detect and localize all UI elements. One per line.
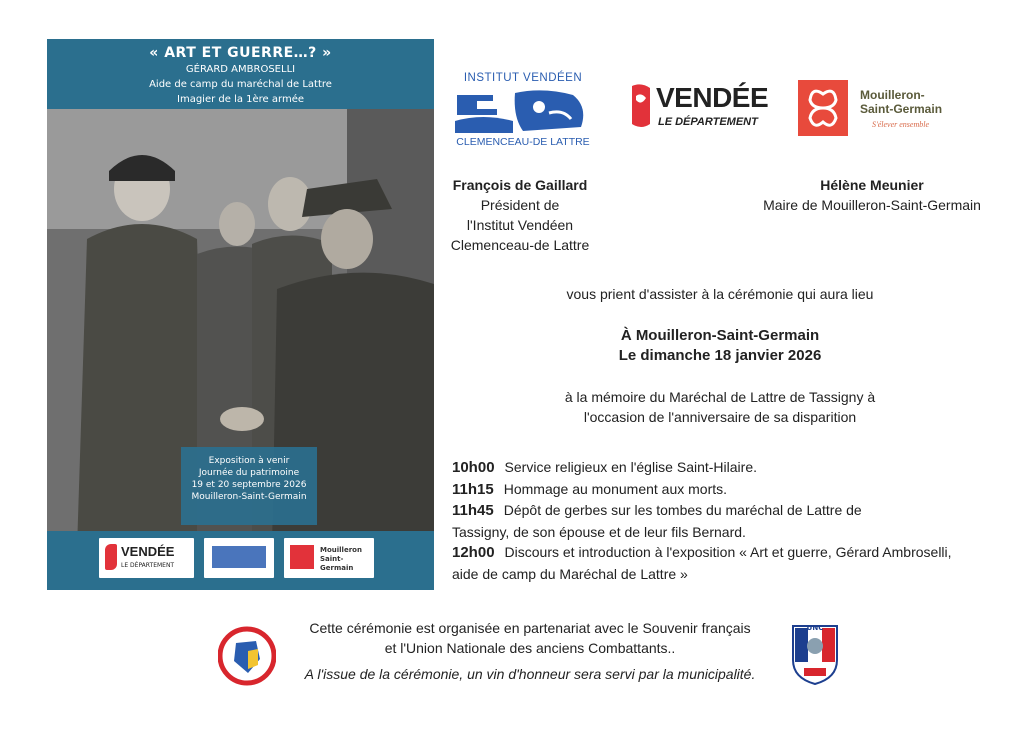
host-2-block (740, 175, 1004, 215)
vendee-text: VENDÉE (656, 82, 769, 113)
exhibition-announcement (181, 447, 317, 525)
schedule-continuation: Tassigny, de son épouse et de leur fils Bernard. (452, 523, 746, 540)
poster-role: Aide de camp du maréchal de Lattre (149, 79, 332, 90)
event-date: Le dimanche 18 janvier 2026 (618, 347, 822, 364)
institut-bottom-text: CLEMENCEAU-DE LATTRE (456, 136, 590, 148)
host-2-name: Hélène Meunier (820, 177, 924, 193)
mouilleron-slogan: S'élever ensemble (872, 120, 930, 129)
footer-line-2: et l'Union Nationale des anciens Combattants.. (384, 640, 676, 656)
institut-vendeen-logo (453, 70, 593, 150)
schedule-time: 10h00 (452, 459, 495, 476)
vendee-logo (630, 80, 769, 135)
event-schedule (452, 457, 1012, 584)
schedule-time: 12h00 (452, 544, 495, 561)
poster-author: GÉRARD AMBROSELLI (185, 64, 296, 75)
expo-line: Exposition à venir (208, 456, 290, 466)
host-2-title: Maire de Mouilleron-Saint-Germain (763, 197, 981, 213)
poster-role2: Imagier de la 1ère armée (177, 94, 304, 105)
footer-text (280, 618, 780, 684)
schedule-text: Hommage au monument aux morts. (503, 480, 728, 497)
vendee-heart-icon (630, 82, 652, 130)
host-1-block (430, 175, 610, 255)
poster-institut-logo (204, 538, 274, 578)
schedule-time: 11h15 (452, 480, 494, 498)
memory-line-1: à la mémoire du Maréchal de Lattre de Tassigny à (564, 389, 876, 405)
vendee-sub-text: LE DÉPARTEMENT (658, 116, 758, 128)
footer-line-1: Cette cérémonie est organisée en partenariat avec le Souvenir français (309, 620, 751, 636)
poster-vendee-sub: LE DÉPARTEMENT (121, 562, 175, 569)
host-1-name: François de Gaillard (452, 177, 588, 193)
institut-emblem-icon (453, 87, 593, 135)
schedule-item (452, 457, 1012, 479)
mouilleron-text-2: Saint-Germain (860, 102, 943, 116)
schedule-time: 11h45 (452, 502, 494, 519)
unc-text: UNC (806, 624, 824, 632)
poster-vendee-text: VENDÉE (121, 544, 175, 559)
poster-header (47, 39, 434, 109)
expo-line: Journée du patrimoine (198, 468, 300, 478)
poster-logo-strip (47, 531, 434, 590)
schedule-text: Discours et introduction à l'exposition « Art et guerre, Gérard Ambroselli, (504, 544, 952, 560)
schedule-item (452, 500, 1012, 522)
expo-line: 19 et 20 septembre 2026 (191, 480, 307, 490)
souvenir-francais-badge-icon (218, 625, 276, 687)
mouilleron-emblem-icon (798, 80, 848, 136)
host-1-title: l'Institut Vendéen (466, 217, 574, 233)
host-1-title: Président de (480, 197, 560, 213)
schedule-item (452, 542, 1012, 564)
schedule-text: Dépôt de gerbes sur les tombes du maréchal de Lattre de (503, 502, 862, 518)
event-place: À Mouilleron-Saint-Germain (620, 327, 820, 344)
poster-mouilleron-text: Mouilleron Saint-Germain (320, 546, 362, 572)
memory-line-2: l'occasion de l'anniversaire de sa disparition (583, 409, 857, 425)
host-1-title: Clemenceau-de Lattre (450, 237, 590, 253)
poster-title: « ART ET GUERRE…? » (149, 45, 332, 61)
mouilleron-text-1: Mouilleron- (860, 88, 925, 102)
schedule-text: Service religieux en l'église Saint-Hilaire. (504, 459, 757, 475)
schedule-item (452, 479, 1012, 501)
poster-vendee-logo (99, 538, 194, 578)
mouilleron-logo (798, 80, 958, 140)
institut-top-text: INSTITUT VENDÉEN (463, 72, 583, 84)
invitation-line: vous prient d'assister à la cérémonie qui aura lieu (566, 286, 874, 302)
expo-line: Mouilleron-Saint-Germain (191, 492, 307, 502)
exhibition-poster (47, 39, 434, 590)
schedule-continuation: aide de camp du Maréchal de Lattre » (452, 565, 688, 582)
poster-mouilleron-logo (284, 538, 374, 578)
footer-line-3: A l'issue de la cérémonie, un vin d'honneur sera servi par la municipalité. (304, 666, 756, 682)
